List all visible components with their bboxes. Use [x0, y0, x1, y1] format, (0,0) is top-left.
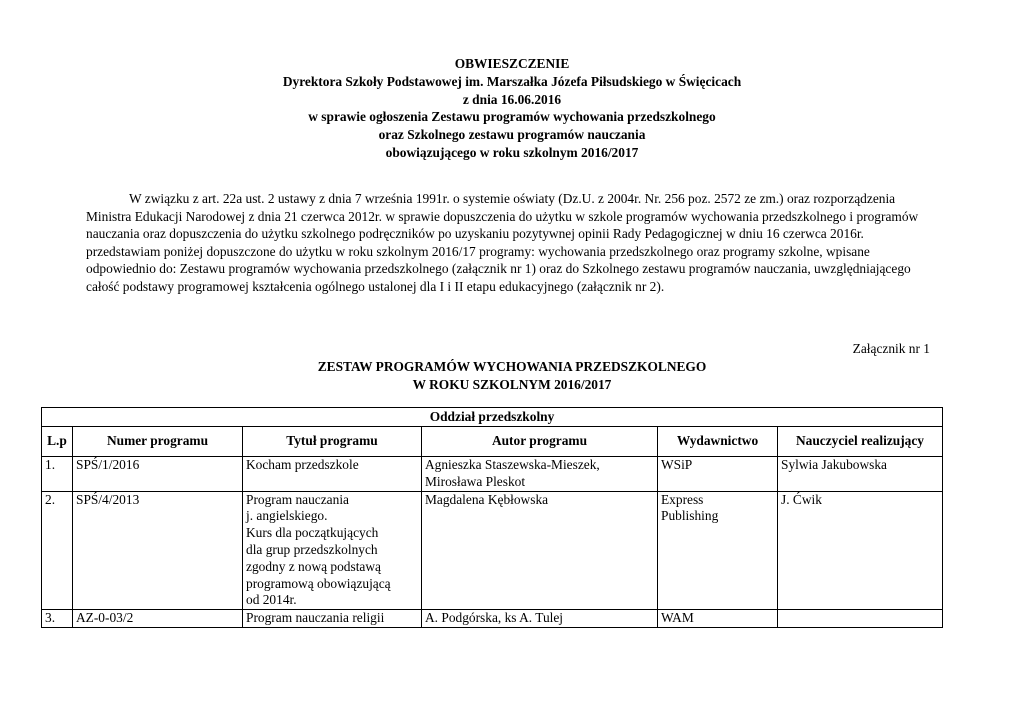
cell-title-line: od 2014r.: [246, 592, 297, 608]
column-header-lp: L.p: [42, 427, 73, 457]
cell-publisher-line: Express: [661, 491, 704, 507]
column-header-publisher: Wydawnictwo: [658, 427, 778, 457]
cell-number: SPŚ/1/2016: [73, 457, 243, 492]
cell-title-line: Kurs dla początkujących: [246, 525, 379, 541]
set-title-line-2: W ROKU SZKOLNYM 2016/2017: [412, 376, 612, 392]
cell-lp: 3.: [42, 610, 73, 628]
cell-author-line: Magdalena Kębłowska: [425, 491, 549, 507]
cell-title-line: programową obowiązującą: [246, 575, 391, 591]
cell-title-line: Program nauczania: [246, 491, 349, 507]
cell-author-line: A. Podgórska, ks A. Tulej: [425, 610, 564, 626]
column-header-title: Tytuł programu: [243, 427, 422, 457]
header-subject-2: oraz Szkolnego zestawu programów nauczania: [378, 127, 646, 143]
cell-author-line: Agnieszka Staszewska-Mieszek,: [425, 457, 600, 472]
cell-teacher: [778, 610, 943, 628]
cell-title: [243, 491, 422, 610]
table-row: [42, 610, 943, 628]
cell-publisher: [658, 491, 778, 610]
cell-title-line: dla grup przedszkolnych: [246, 541, 378, 557]
cell-title-line: zgodny z nową podstawą: [246, 558, 381, 574]
cell-author-line: Mirosława Pleskot: [425, 473, 526, 489]
header-subject-1: w sprawie ogłoszenia Zestawu programów wychowania przedszkolnego: [308, 109, 716, 125]
header-subject-3: obowiązującego w roku szkolnym 2016/2017: [385, 144, 639, 160]
header-date: z dnia 16.06.2016: [462, 91, 562, 107]
document-header: [0, 55, 1024, 162]
cell-number: SPŚ/4/2013: [73, 491, 243, 610]
column-header-author: Autor programu: [422, 427, 658, 457]
cell-author: [422, 457, 658, 492]
cell-publisher-line: WSiP: [661, 457, 693, 472]
column-header-number: Numer programu: [73, 427, 243, 457]
cell-author: [422, 491, 658, 610]
cell-publisher: [658, 457, 778, 492]
table-row: [42, 457, 943, 492]
group-header: Oddział przedszkolny: [42, 408, 943, 427]
set-title-line-1: ZESTAW PROGRAMÓW WYCHOWANIA PRZEDSZKOLNEGO: [317, 359, 707, 374]
header-title: OBWIESZCZENIE: [454, 56, 570, 71]
cell-teacher: J. Ćwik: [778, 491, 943, 610]
column-header-teacher: Nauczyciel realizujący: [778, 427, 943, 457]
intro-paragraph: W związku z art. 22a ust. 2 ustawy z dnia 7 września 1991r. o systemie oświaty (Dz.U. z 2004r. Nr. 256 poz. 2572 ze zm.) oraz rozporządzenia Ministra Edukacji Narodowej z dnia 21 czerwca 2012r. w sprawie dopuszczenia do użytku w szkole programów wychowania przedszkolnego i programów nauczania oraz dopuszczenia do użytku szkolnego podręczników po uzyskaniu pozytywnej opinii Rady Pedagogicznej w dniu 16 czerwca 2016r. przedstawiam poniżej dopuszczone do użytku w roku szkolnym 2016/17 programy: wychowania przedszkolnego oraz programy szkolne, wpisane odpowiednio do: Zestawu programów wychowania przedszkolnego (załącznik nr 1) oraz do Szkolnego zestawu programów nauczania, uwzględniającego całość podstawy programowej kształcenia ogólnego ustalonej dla I i II etapu edukacyjnego (załącznik nr 2).: [86, 191, 919, 294]
cell-title-line: Program nauczania religii: [246, 610, 385, 626]
programs-table: [41, 407, 943, 628]
cell-lp: 1.: [42, 457, 73, 492]
cell-author: [422, 610, 658, 628]
intro-paragraph-block: [86, 190, 932, 296]
cell-publisher-line: Publishing: [661, 508, 719, 524]
cell-number: AZ-0-03/2: [73, 610, 243, 628]
set-title: [0, 358, 1024, 393]
cell-teacher: Sylwia Jakubowska: [778, 457, 943, 492]
table-row: [42, 491, 943, 610]
cell-title-line: j. angielskiego.: [246, 508, 328, 524]
cell-title: [243, 457, 422, 492]
cell-publisher: [658, 610, 778, 628]
cell-publisher-line: WAM: [661, 610, 694, 626]
cell-title: [243, 610, 422, 628]
cell-title-line: Kocham przedszkole: [246, 457, 359, 472]
annex-label: Załącznik nr 1: [852, 341, 930, 356]
cell-lp: 2.: [42, 491, 73, 610]
header-issuer: Dyrektora Szkoły Podstawowej im. Marszałka Józefa Piłsudskiego w Święcicach: [282, 73, 742, 89]
